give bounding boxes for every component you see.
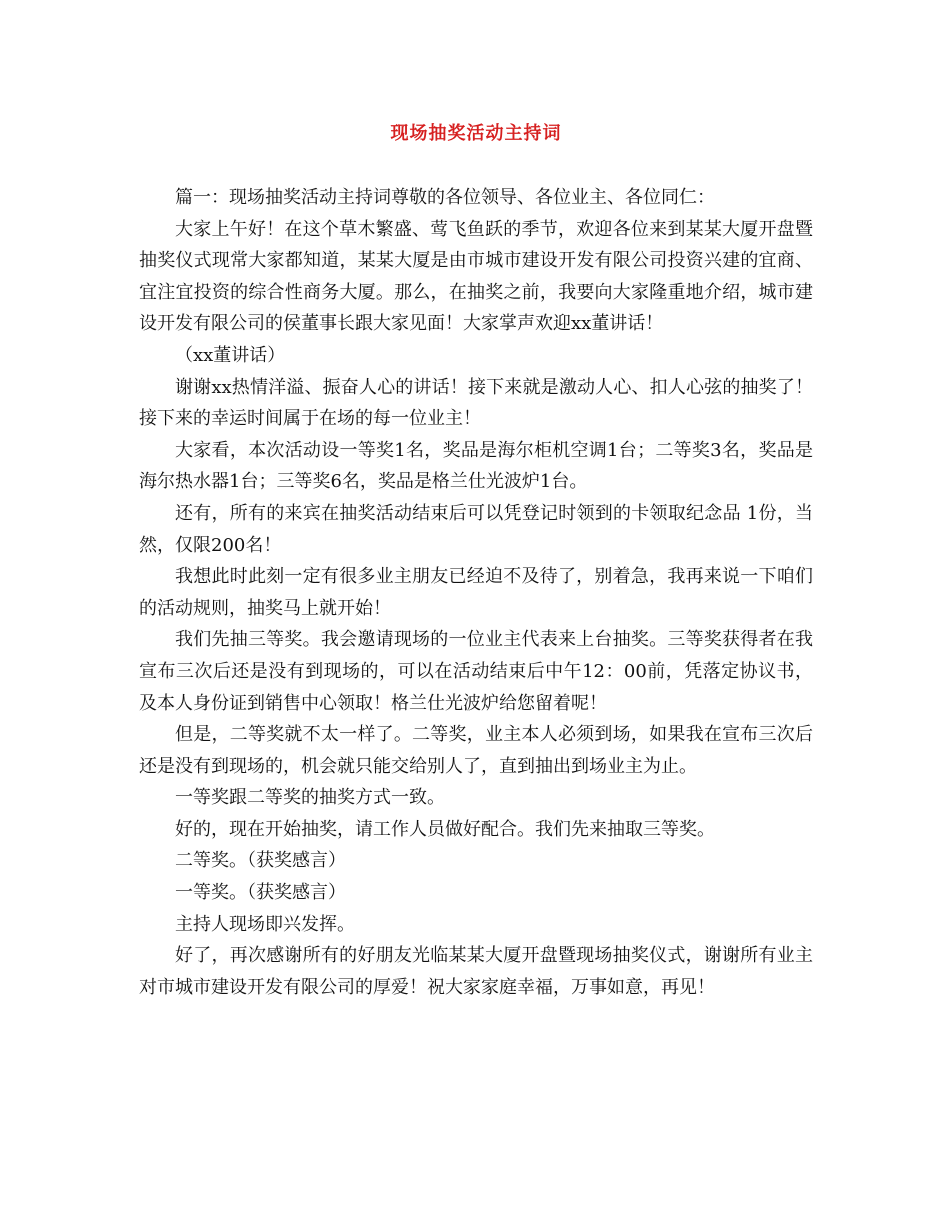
paragraph: 好的，现在开始抽奖，请工作人员做好配合。我们先来抽取三等奖。 <box>175 818 715 840</box>
document-body <box>139 182 813 1003</box>
paragraph: 我想此时此刻一定有很多业主朋友已经迫不及待了，别着急，我再来说一下咱们的活动规则，抽奖马上就开始！ <box>139 566 813 619</box>
paragraph: 主持人现场即兴发挥。 <box>175 913 355 935</box>
paragraph: 一等奖。（获奖感言） <box>175 882 346 904</box>
paragraph: 还有，所有的来宾在抽奖活动结束后可以凭登记时领到的卡领取纪念品 1份，当然，仅限200名！ <box>139 502 813 556</box>
paragraph: 二等奖。（获奖感言） <box>175 850 346 872</box>
paragraph: 但是，二等奖就不太一样了。二等奖，业主本人必须到场，如果我在宣布三次后还是没有到现场的，机会就只能交给别人了，直到抽出到场业主为止。 <box>139 724 813 777</box>
paragraph: 大家上午好！在这个草木繁盛、莺飞鱼跃的季节，欢迎各位来到某某大厦开盘暨抽奖仪式现常大家都知道，某某大厦是由市城市建设开发有限公司投资兴建的宜商、宜注宜投资的综合性商务大厦。那么，在抽奖之前，我要向大家隆重地介绍，城市建设开发有限公司的侯董事长跟大家见面！大家掌声欢迎xx董讲话！ <box>139 218 813 335</box>
paragraph: 大家看，本次活动设一等奖1名，奖品是海尔柜机空调1台；二等奖3名，奖品是海尔热水器1台；三等奖6名，奖品是格兰仕光波炉1台。 <box>139 439 813 493</box>
paragraph: 篇一：现场抽奖活动主持词尊敬的各位领导、各位业主、各位同仁： <box>175 187 715 208</box>
paragraph: 一等奖跟二等奖的抽奖方式一致。 <box>175 787 445 809</box>
paragraph: （xx董讲话） <box>175 344 286 366</box>
document-title: 现场抽奖活动主持词 <box>390 123 562 144</box>
paragraph: 谢谢xx热情洋溢、振奋人心的讲话！接下来就是激动人心、扣人心弦的抽奖了！接下来的幸运时间属于在场的每一位业主！ <box>139 376 813 430</box>
paragraph: 好了，再次感谢所有的好朋友光临某某大厦开盘暨现场抽奖仪式，谢谢所有业主对市城市建设开发有限公司的厚爱！祝大家家庭幸福，万事如意，再见！ <box>139 945 813 998</box>
paragraph: 我们先抽三等奖。我会邀请现场的一位业主代表来上台抽奖。三等奖获得者在我宣布三次后还是没有到现场的，可以在活动结束后中午12：00前，凭落定协议书，及本人身份证到销售中心领取！格兰仕光波炉给您留着呢！ <box>139 629 813 714</box>
